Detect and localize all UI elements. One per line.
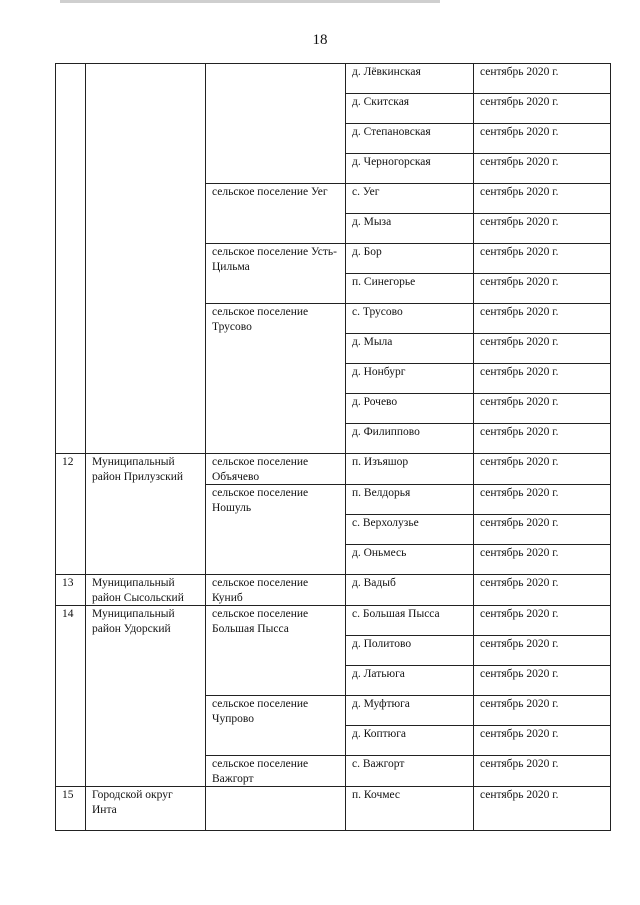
district-cell: Муниципальный район Удорский — [86, 606, 206, 787]
table-row — [56, 575, 611, 606]
settlement-cell — [206, 64, 346, 184]
date-cell: сентябрь 2020 г. — [474, 274, 611, 304]
table-row — [56, 787, 611, 831]
settlement-cell — [206, 787, 346, 831]
date-cell: сентябрь 2020 г. — [474, 485, 611, 515]
row-number-cell: 12 — [56, 454, 86, 575]
settlement-cell: сельское поселение Уег — [206, 184, 346, 244]
village-cell: д. Нонбург — [346, 364, 474, 394]
date-cell: сентябрь 2020 г. — [474, 244, 611, 274]
village-cell: п. Велдорья — [346, 485, 474, 515]
row-number-cell — [56, 64, 86, 454]
settlement-cell: сельское поселение Чупрово — [206, 696, 346, 756]
village-cell: д. Муфтюга — [346, 696, 474, 726]
village-cell: д. Политово — [346, 636, 474, 666]
date-cell: сентябрь 2020 г. — [474, 606, 611, 636]
date-cell: сентябрь 2020 г. — [474, 154, 611, 184]
row-number-cell: 14 — [56, 606, 86, 787]
table-row — [56, 606, 611, 636]
table-row — [56, 454, 611, 485]
district-cell — [86, 64, 206, 454]
village-cell: с. Важгорт — [346, 756, 474, 787]
village-cell: д. Бор — [346, 244, 474, 274]
village-cell: с. Трусово — [346, 304, 474, 334]
date-cell: сентябрь 2020 г. — [474, 184, 611, 214]
date-cell: сентябрь 2020 г. — [474, 515, 611, 545]
village-cell: д. Мыза — [346, 214, 474, 244]
village-cell: п. Кочмес — [346, 787, 474, 831]
date-cell: сентябрь 2020 г. — [474, 124, 611, 154]
settlement-cell: сельское поселение Усть-Цильма — [206, 244, 346, 304]
date-cell: сентябрь 2020 г. — [474, 575, 611, 606]
date-cell: сентябрь 2020 г. — [474, 696, 611, 726]
settlement-cell: сельское поселение Объячево — [206, 454, 346, 485]
village-cell: с. Уег — [346, 184, 474, 214]
village-cell: д. Скитская — [346, 94, 474, 124]
settlement-cell: сельское поселение Большая Пысса — [206, 606, 346, 696]
scan-artifact — [60, 0, 440, 3]
date-cell: сентябрь 2020 г. — [474, 304, 611, 334]
date-cell: сентябрь 2020 г. — [474, 636, 611, 666]
date-cell: сентябрь 2020 г. — [474, 364, 611, 394]
village-cell: д. Рочево — [346, 394, 474, 424]
village-cell: д. Латьюга — [346, 666, 474, 696]
table-row — [56, 64, 611, 94]
village-cell: д. Степановская — [346, 124, 474, 154]
district-cell: Городской округ Инта — [86, 787, 206, 831]
village-cell: д. Коптюга — [346, 726, 474, 756]
date-cell: сентябрь 2020 г. — [474, 545, 611, 575]
settlement-cell: сельское поселение Ношуль — [206, 485, 346, 575]
page-number: 18 — [312, 32, 328, 48]
date-cell: сентябрь 2020 г. — [474, 726, 611, 756]
settlement-cell: сельское поселение Важгорт — [206, 756, 346, 787]
district-cell: Муниципальный район Прилузский — [86, 454, 206, 575]
village-cell: п. Синегорье — [346, 274, 474, 304]
date-cell: сентябрь 2020 г. — [474, 454, 611, 485]
row-number-cell: 15 — [56, 787, 86, 831]
village-cell: д. Филиппово — [346, 424, 474, 454]
village-cell: д. Вадыб — [346, 575, 474, 606]
village-cell: д. Мыла — [346, 334, 474, 364]
date-cell: сентябрь 2020 г. — [474, 64, 611, 94]
settlement-cell: сельское поселение Куниб — [206, 575, 346, 606]
date-cell: сентябрь 2020 г. — [474, 756, 611, 787]
settlement-cell: сельское поселение Трусово — [206, 304, 346, 454]
date-cell: сентябрь 2020 г. — [474, 214, 611, 244]
date-cell: сентябрь 2020 г. — [474, 424, 611, 454]
village-cell: с. Большая Пысса — [346, 606, 474, 636]
date-cell: сентябрь 2020 г. — [474, 334, 611, 364]
village-cell: п. Изъяшор — [346, 454, 474, 485]
date-cell: сентябрь 2020 г. — [474, 787, 611, 831]
row-number-cell: 13 — [56, 575, 86, 606]
village-cell: д. Лёвкинская — [346, 64, 474, 94]
date-cell: сентябрь 2020 г. — [474, 394, 611, 424]
village-cell: с. Верхолузье — [346, 515, 474, 545]
schedule-table — [55, 63, 611, 831]
village-cell: д. Черногорская — [346, 154, 474, 184]
village-cell: д. Оньмесь — [346, 545, 474, 575]
date-cell: сентябрь 2020 г. — [474, 94, 611, 124]
district-cell: Муниципальный район Сысольский — [86, 575, 206, 606]
date-cell: сентябрь 2020 г. — [474, 666, 611, 696]
